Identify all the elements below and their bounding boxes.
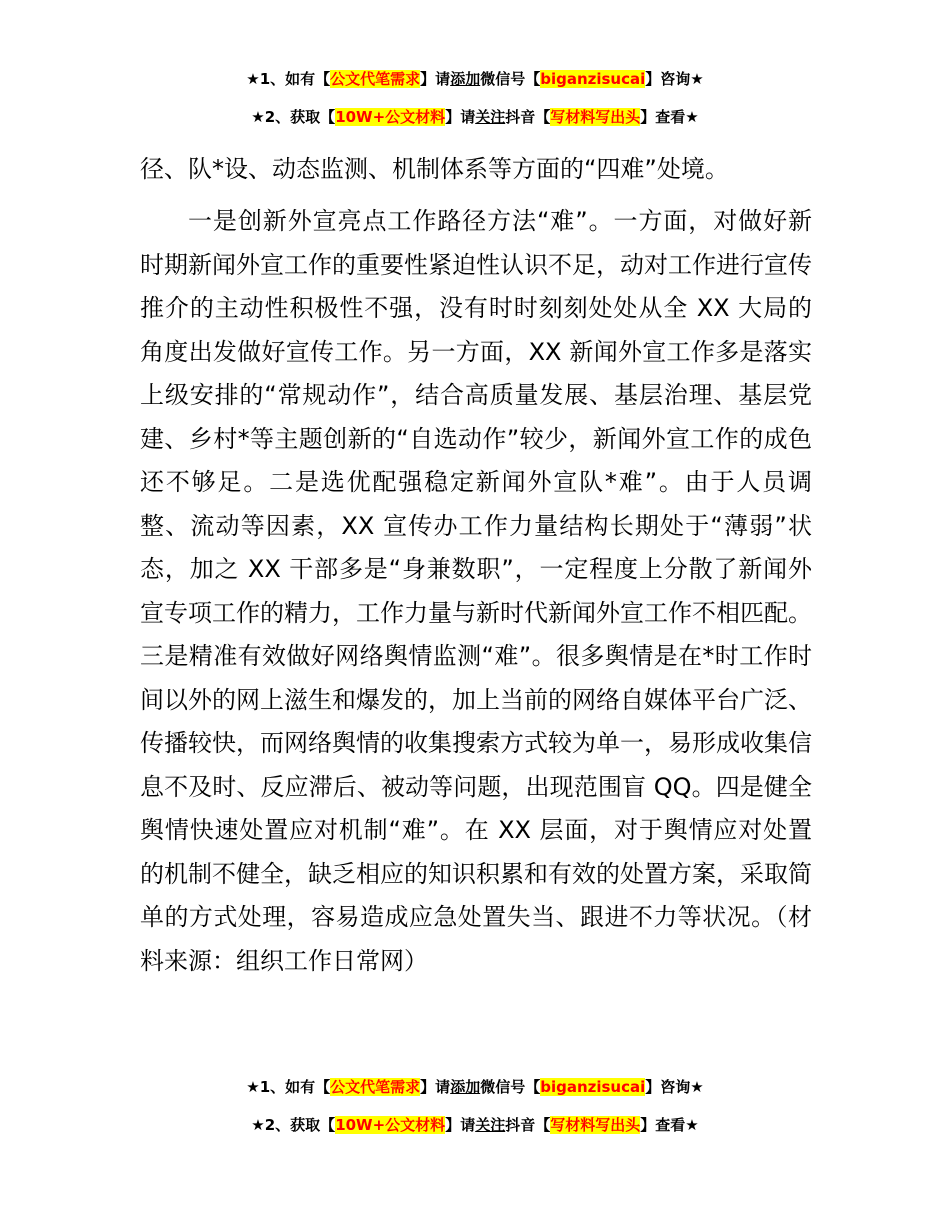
header-line1-underlined: 添加 [450, 70, 481, 88]
footer-line1-suffix: 】咨询★ [645, 1078, 704, 1096]
footer-line2-mid2: 抖音【 [505, 1116, 551, 1134]
footer-line1-underlined: 添加 [450, 1078, 481, 1096]
header-line1-highlight-wechat: biganzisucai [540, 70, 646, 88]
footer-line1-prefix: ★1、如有【 [246, 1078, 331, 1096]
footer-line1-mid2: 微信号【 [480, 1078, 541, 1096]
paragraph-continuation: 径、队*设、动态监测、机制体系等方面的“四难”处境。 [140, 155, 729, 183]
header-line2-highlight-materials: 10W+公文材料 [335, 108, 446, 126]
footer-line2-highlight-douyin: 写材料写出头 [550, 1116, 641, 1134]
footer-line1-highlight-service: 公文代笔需求 [330, 1078, 421, 1096]
header-line2-prefix: ★2、获取【 [251, 108, 336, 126]
header-line2-mid2: 抖音【 [505, 108, 551, 126]
header-line2-suffix: 】查看★ [640, 108, 699, 126]
footer-line2-underlined: 关注 [475, 1116, 506, 1134]
header-line1-prefix: ★1、如有【 [246, 70, 331, 88]
footer-promo-line-2 [0, 1114, 950, 1136]
header-promo-line-1 [0, 68, 950, 90]
footer-line2-mid1: 】请 [445, 1116, 476, 1134]
header-line2-mid1: 】请 [445, 108, 476, 126]
header-line2-underlined: 关注 [475, 108, 506, 126]
footer-line1-mid1: 】请 [420, 1078, 451, 1096]
paragraph-main: 一是创新外宣亮点工作路径方法“难”。一方面，对做好新时期新闻外宣工作的重要性紧迫性认识不足，动对工作进行宣传推介的主动性积极性不强，没有时时刻刻处处从全 XX 大局的角度出发做好宣传工作。另一方面，XX 新闻外宣工作多是落实上级安排的“常规动作”，结合高质量发展、基层治理、基层党建、乡村*等主题创新的“自选动作”较少，新闻外宣工作的成色还不够足。二是选优配强稳定新闻外宣队*难”。由于人员调整、流动等因素，XX 宣传办工作力量结构长期处于“薄弱”状态，加之 XX 干部多是“身兼数职”，一定程度上分散了新闻外宣专项工作的精力，工作力量与新时代新闻外宣工作不相匹配。三是精准有效做好网络舆情监测“难”。很多舆情是在*时工作时间以外的网上滋生和爆发的，加上当前的网络自媒体平台广泛、传播较快，而网络舆情的收集搜索方式较为单一，易形成收集信息不及时、反应滞后、被动等问题，出现范围盲 QQ。四是健全舆情快速处置应对机制“难”。在 XX 层面，对于舆情应对处置的机制不健全，缺乏相应的知识积累和有效的处置方案，采取简单的方式处理，容易造成应急处置失当、跟进不力等状况。（材料来源：组织工作日常网） [140, 207, 812, 975]
footer-line2-prefix: ★2、获取【 [251, 1116, 336, 1134]
header-line1-highlight-service: 公文代笔需求 [330, 70, 421, 88]
header-line1-suffix: 】咨询★ [645, 70, 704, 88]
header-line2-highlight-douyin: 写材料写出头 [550, 108, 641, 126]
footer-line2-suffix: 】查看★ [640, 1116, 699, 1134]
footer-promo-line-1 [0, 1076, 950, 1098]
footer-line1-highlight-wechat: biganzisucai [540, 1078, 646, 1096]
header-line1-mid2: 微信号【 [480, 70, 541, 88]
footer-line2-highlight-materials: 10W+公文材料 [335, 1116, 446, 1134]
header-promo-line-2 [0, 106, 950, 128]
header-line1-mid1: 】请 [420, 70, 451, 88]
